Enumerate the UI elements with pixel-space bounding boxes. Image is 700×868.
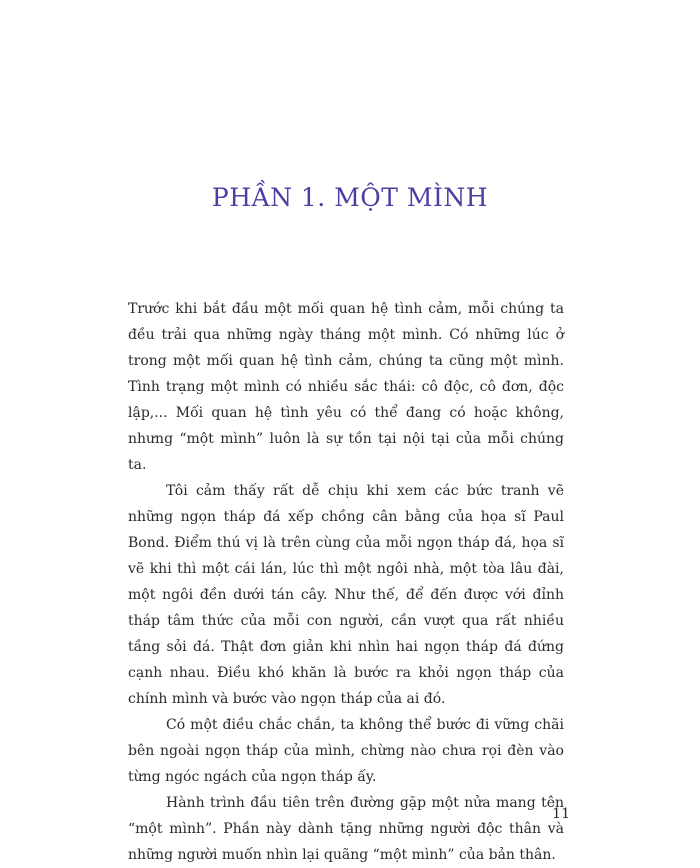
paragraph: Hành trình đầu tiên trên đường gặp một nửa mang tên “một mình”. Phần này dành tặng những người độc thân và những người muốn nhìn lại quãng “một mình” của bản thân.	[128, 795, 564, 863]
paragraph: Trước khi bắt đầu một mối quan hệ tình cảm, mỗi chúng ta đều trải qua những ngày tháng một mình. Có những lúc ở trong một mối quan hệ tình cảm, chúng ta cũng một mình. Tình trạng một mình có nhiều sắc thái: cô độc, cô đơn, độc lập,... Mối quan hệ tình yêu có thể đang có hoặc không, nhưng “một mình” luôn là sự tồn tại nội tại của mỗi chúng ta.	[128, 301, 564, 473]
page-number: 11	[552, 806, 570, 822]
paragraph: Tôi cảm thấy rất dễ chịu khi xem các bức tranh vẽ những ngọn tháp đá xếp chồng cân bằng của họa sĩ Paul Bond. Điểm thú vị là trên cùng của mỗi ngọn tháp đá, họa sĩ vẽ khi thì một cái lán, lúc thì một ngôi nhà, một tòa lâu đài, một ngôi đền dưới tán cây. Như thế, để đến được với đỉnh tháp tâm thức của mỗi con người, cần vượt qua rất nhiều tầng sỏi đá. Thật đơn giản khi nhìn hai ngọn tháp đá đứng cạnh nhau. Điều khó khăn là bước ra khỏi ngọn tháp của chính mình và bước vào ngọn tháp của ai đó.	[128, 483, 564, 707]
paragraph: Có một điều chắc chắn, ta không thể bước đi vững chãi bên ngoài ngọn tháp của mình, chừng nào chưa rọi đèn vào từng ngóc ngách của ngọn tháp ấy.	[128, 717, 564, 785]
chapter-title: PHẦN 1. MỘT MÌNH	[211, 183, 489, 212]
chapter-body	[128, 296, 564, 868]
